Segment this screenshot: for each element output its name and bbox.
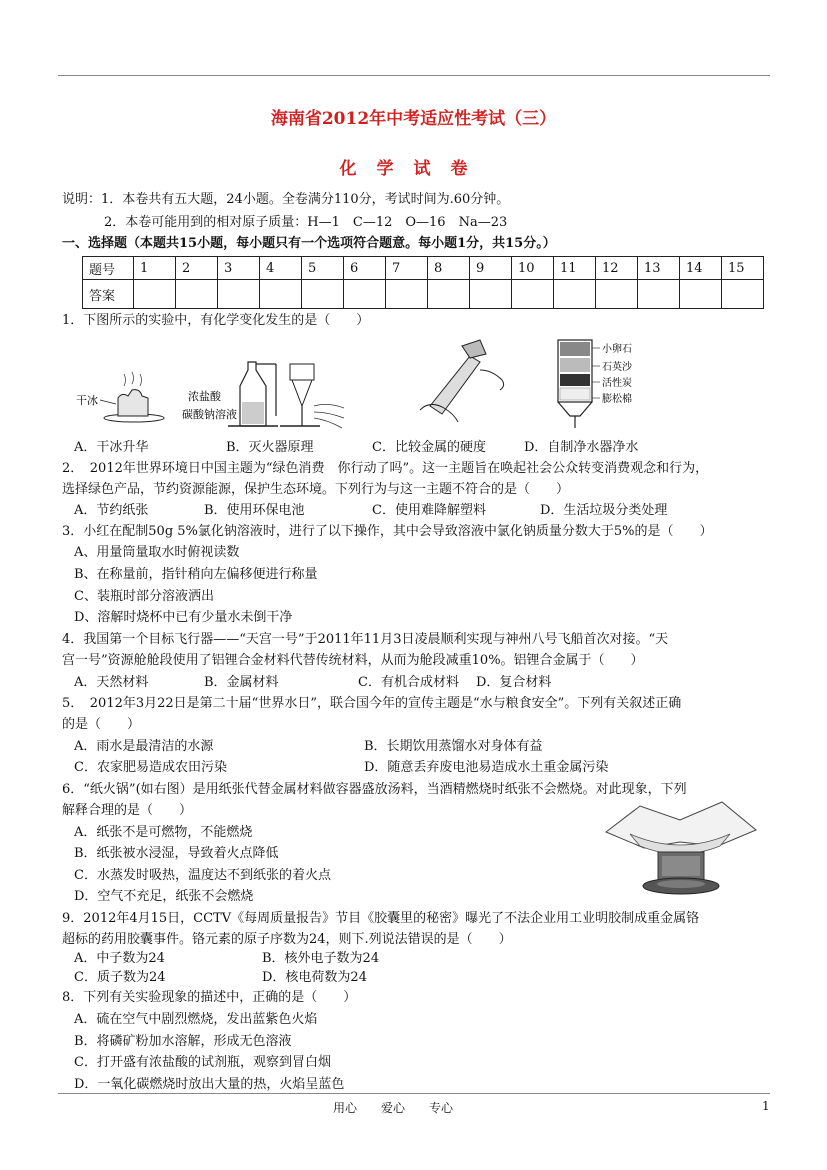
table-cell: 6 xyxy=(344,257,386,280)
q8-option-a: A．硫在空气中剧烈燃烧，发出蓝紫色火焰 xyxy=(74,1012,318,1027)
page-number: 1 xyxy=(762,1099,770,1113)
q4-option-b: B．金属材料 xyxy=(204,675,279,690)
table-cell: 15 xyxy=(722,257,764,280)
q4-option-d: D．复合材料 xyxy=(476,675,552,690)
q1-option-c: C．比较金属的硬度 xyxy=(372,440,486,455)
answer-cell[interactable] xyxy=(722,280,764,309)
instruction-line-1: 说明：1．本卷共有五大题，24小题。全卷满分110分，考试时间为.60分钟。 xyxy=(62,192,510,207)
answer-cell[interactable] xyxy=(638,280,680,309)
table-cell: 11 xyxy=(554,257,596,280)
filter-label-2: 石英沙 xyxy=(602,362,632,373)
q6-line-2: 解释合理的是（ ） xyxy=(62,803,193,818)
table-cell: 14 xyxy=(680,257,722,280)
table-cell: 5 xyxy=(302,257,344,280)
answer-cell[interactable] xyxy=(554,280,596,309)
q2-line-1: 2． 2012年世界环境日中国主题为“绿色消费 你行动了吗”。这一主题旨在唤起社会公众转变消费观念和行为， xyxy=(62,461,709,476)
filter-label-4: 膨松棉 xyxy=(602,394,632,405)
q8-option-d: D．一氧化碳燃烧时放出大量的热，火焰呈蓝色 xyxy=(74,1077,345,1092)
paper-hotpot-figure xyxy=(600,798,762,900)
q8-stem: 8．下列有关实验现象的描述中，正确的是（ ） xyxy=(62,990,357,1005)
answer-cell[interactable] xyxy=(344,280,386,309)
answer-cell[interactable] xyxy=(386,280,428,309)
table-cell: 1 xyxy=(134,257,176,280)
table-cell: 13 xyxy=(638,257,680,280)
water-filter-illustration xyxy=(558,340,633,428)
metal-hardness-illustration xyxy=(420,340,504,422)
table-cell: 9 xyxy=(470,257,512,280)
table-cell: 12 xyxy=(596,257,638,280)
q6-line-1: 6．“纸火锅”(如右图）是用纸张代替金属材料做容器盛放汤料，当酒精燃烧时纸张不会燃烧。对此现象，下列 xyxy=(62,782,687,797)
q3-option-a: A、用量筒量取水时俯视读数 xyxy=(74,545,240,560)
q3-option-b: B、在称量前，指针稍向左偏移便进行称量 xyxy=(74,567,318,582)
table-cell: 3 xyxy=(218,257,260,280)
table-cell-label: 题号 xyxy=(83,257,134,280)
solution-label: 碳酸钠溶液 xyxy=(182,408,237,421)
q2-option-b: B．使用环保电池 xyxy=(204,503,305,518)
q3-option-c: C、装瓶时部分溶液洒出 xyxy=(74,589,214,604)
instruction-line-2: 2．本卷可能用到的相对原子质量：H—1 C—12 O—16 Na—23 xyxy=(104,215,508,230)
q5-option-a: A．雨水是最清洁的水源 xyxy=(74,739,214,754)
table-cell: 7 xyxy=(386,257,428,280)
q2-option-a: A．节约纸张 xyxy=(74,503,149,518)
q5-option-c: C．农家肥易造成农田污染 xyxy=(74,760,227,775)
q9-option-c: C．质子数为24 xyxy=(74,970,166,985)
q1-option-d: D．自制净水器净水 xyxy=(524,440,639,455)
q6-option-a: A．纸张不是可燃物，不能燃烧 xyxy=(74,825,253,840)
filter-label-3: 活性炭 xyxy=(602,378,632,389)
answer-cell[interactable] xyxy=(470,280,512,309)
q2-option-d: D．生活垃圾分类处理 xyxy=(540,503,668,518)
q5-line-2: 的是（ ） xyxy=(62,717,141,732)
q6-option-d: D．空气不充足，纸张不会燃烧 xyxy=(74,889,254,904)
answer-cell[interactable] xyxy=(302,280,344,309)
table-row xyxy=(83,280,764,309)
section-title: 一、选择题（本题共15小题，每小题只有一个选项符合题意。每小题1分，共15分。） xyxy=(62,236,556,251)
q8-option-b: B．将磷矿粉加水溶解，形成无色溶液 xyxy=(74,1034,292,1049)
q6-option-c: C．水蒸发时吸热，温度达不到纸张的着火点 xyxy=(74,868,331,883)
answer-cell[interactable] xyxy=(512,280,554,309)
q9-line-1: 9．2012年4月15日，CCTV《每周质量报告》节目《胶囊里的秘密》曝光了不法企业用工业明胶制成重金属铬 xyxy=(62,911,700,926)
table-cell: 2 xyxy=(176,257,218,280)
q5-option-b: B．长期饮用蒸馏水对身体有益 xyxy=(364,739,543,754)
page-subtitle: 化学试卷 xyxy=(339,159,488,179)
q9-option-a: A．中子数为24 xyxy=(74,951,165,966)
answer-table xyxy=(82,256,764,309)
answer-cell[interactable] xyxy=(260,280,302,309)
answer-cell[interactable] xyxy=(218,280,260,309)
q1-option-a: A．干冰升华 xyxy=(74,440,149,455)
q9-option-b: B．核外电子数为24 xyxy=(262,951,380,966)
table-cell-label: 答案 xyxy=(83,280,134,309)
answer-cell[interactable] xyxy=(176,280,218,309)
q9-option-d: D．核电荷数为24 xyxy=(262,970,367,985)
filter-label-1: 小卵石 xyxy=(602,344,632,355)
answer-cell[interactable] xyxy=(680,280,722,309)
acid-label: 浓盐酸 xyxy=(188,390,221,403)
top-rule xyxy=(58,75,770,76)
dry-ice-illustration xyxy=(76,372,164,422)
q4-option-a: A．天然材料 xyxy=(74,675,149,690)
q5-line-1: 5． 2012年3月22日是第二十届“世界水日”，联合国今年的宣传主题是“水与粮食安全”。下列有关叙述正确 xyxy=(62,696,682,711)
q4-option-c: C．有机合成材料 xyxy=(358,675,459,690)
q6-option-b: B．纸张被水浸湿，导致着火点降低 xyxy=(74,846,279,861)
q3-option-d: D、溶解时烧杯中已有少量水未倒干净 xyxy=(74,610,293,625)
table-row xyxy=(83,257,764,280)
experiment-figure xyxy=(70,336,690,436)
answer-cell[interactable] xyxy=(134,280,176,309)
q1-stem: 1．下图所示的实验中，有化学变化发生的是（ ） xyxy=(62,313,370,328)
q9-line-2: 超标的药用胶囊事件。铬元素的原子序数为24，则下.列说法错误的是（ ） xyxy=(62,932,512,947)
q1-option-b: B．灭火器原理 xyxy=(226,440,314,455)
footer-rule xyxy=(58,1093,770,1094)
dry-ice-label: 干冰 xyxy=(76,394,98,407)
table-cell: 10 xyxy=(512,257,554,280)
answer-cell[interactable] xyxy=(428,280,470,309)
table-cell: 8 xyxy=(428,257,470,280)
q2-option-c: C．使用难降解塑料 xyxy=(372,503,486,518)
answer-cell[interactable] xyxy=(596,280,638,309)
q5-option-d: D．随意丢弃废电池易造成水土重金属污染 xyxy=(364,760,609,775)
footer-text: 用心 爱心 专心 xyxy=(333,1101,454,1115)
q4-line-1: 4．我国第一个目标飞行器——“天宫一号”于2011年11月3日凌晨顺利实现与神州八号飞船首次对接。“天 xyxy=(62,632,669,647)
extinguisher-illustration xyxy=(182,362,344,428)
q3-stem: 3．小红在配制50g 5%氯化钠溶液时，进行了以下操作，其中会导致溶液中氯化钠质量分数大于5%的是（ ） xyxy=(62,524,713,539)
page-title: 海南省2012年中考适应性考试（三） xyxy=(270,109,557,129)
table-cell: 4 xyxy=(260,257,302,280)
q4-line-2: 宫一号”资源舱舱段使用了铝锂合金材料代替传统材料，从而为舱段减重10%。铝锂合金属于（ ） xyxy=(62,653,644,668)
q2-line-2: 选择绿色产品，节约资源能源，保护生态环境。下列行为与这一主题不符合的是（ ） xyxy=(62,482,570,497)
q8-option-c: C．打开盛有浓盐酸的试剂瓶，观察到冒白烟 xyxy=(74,1055,331,1070)
